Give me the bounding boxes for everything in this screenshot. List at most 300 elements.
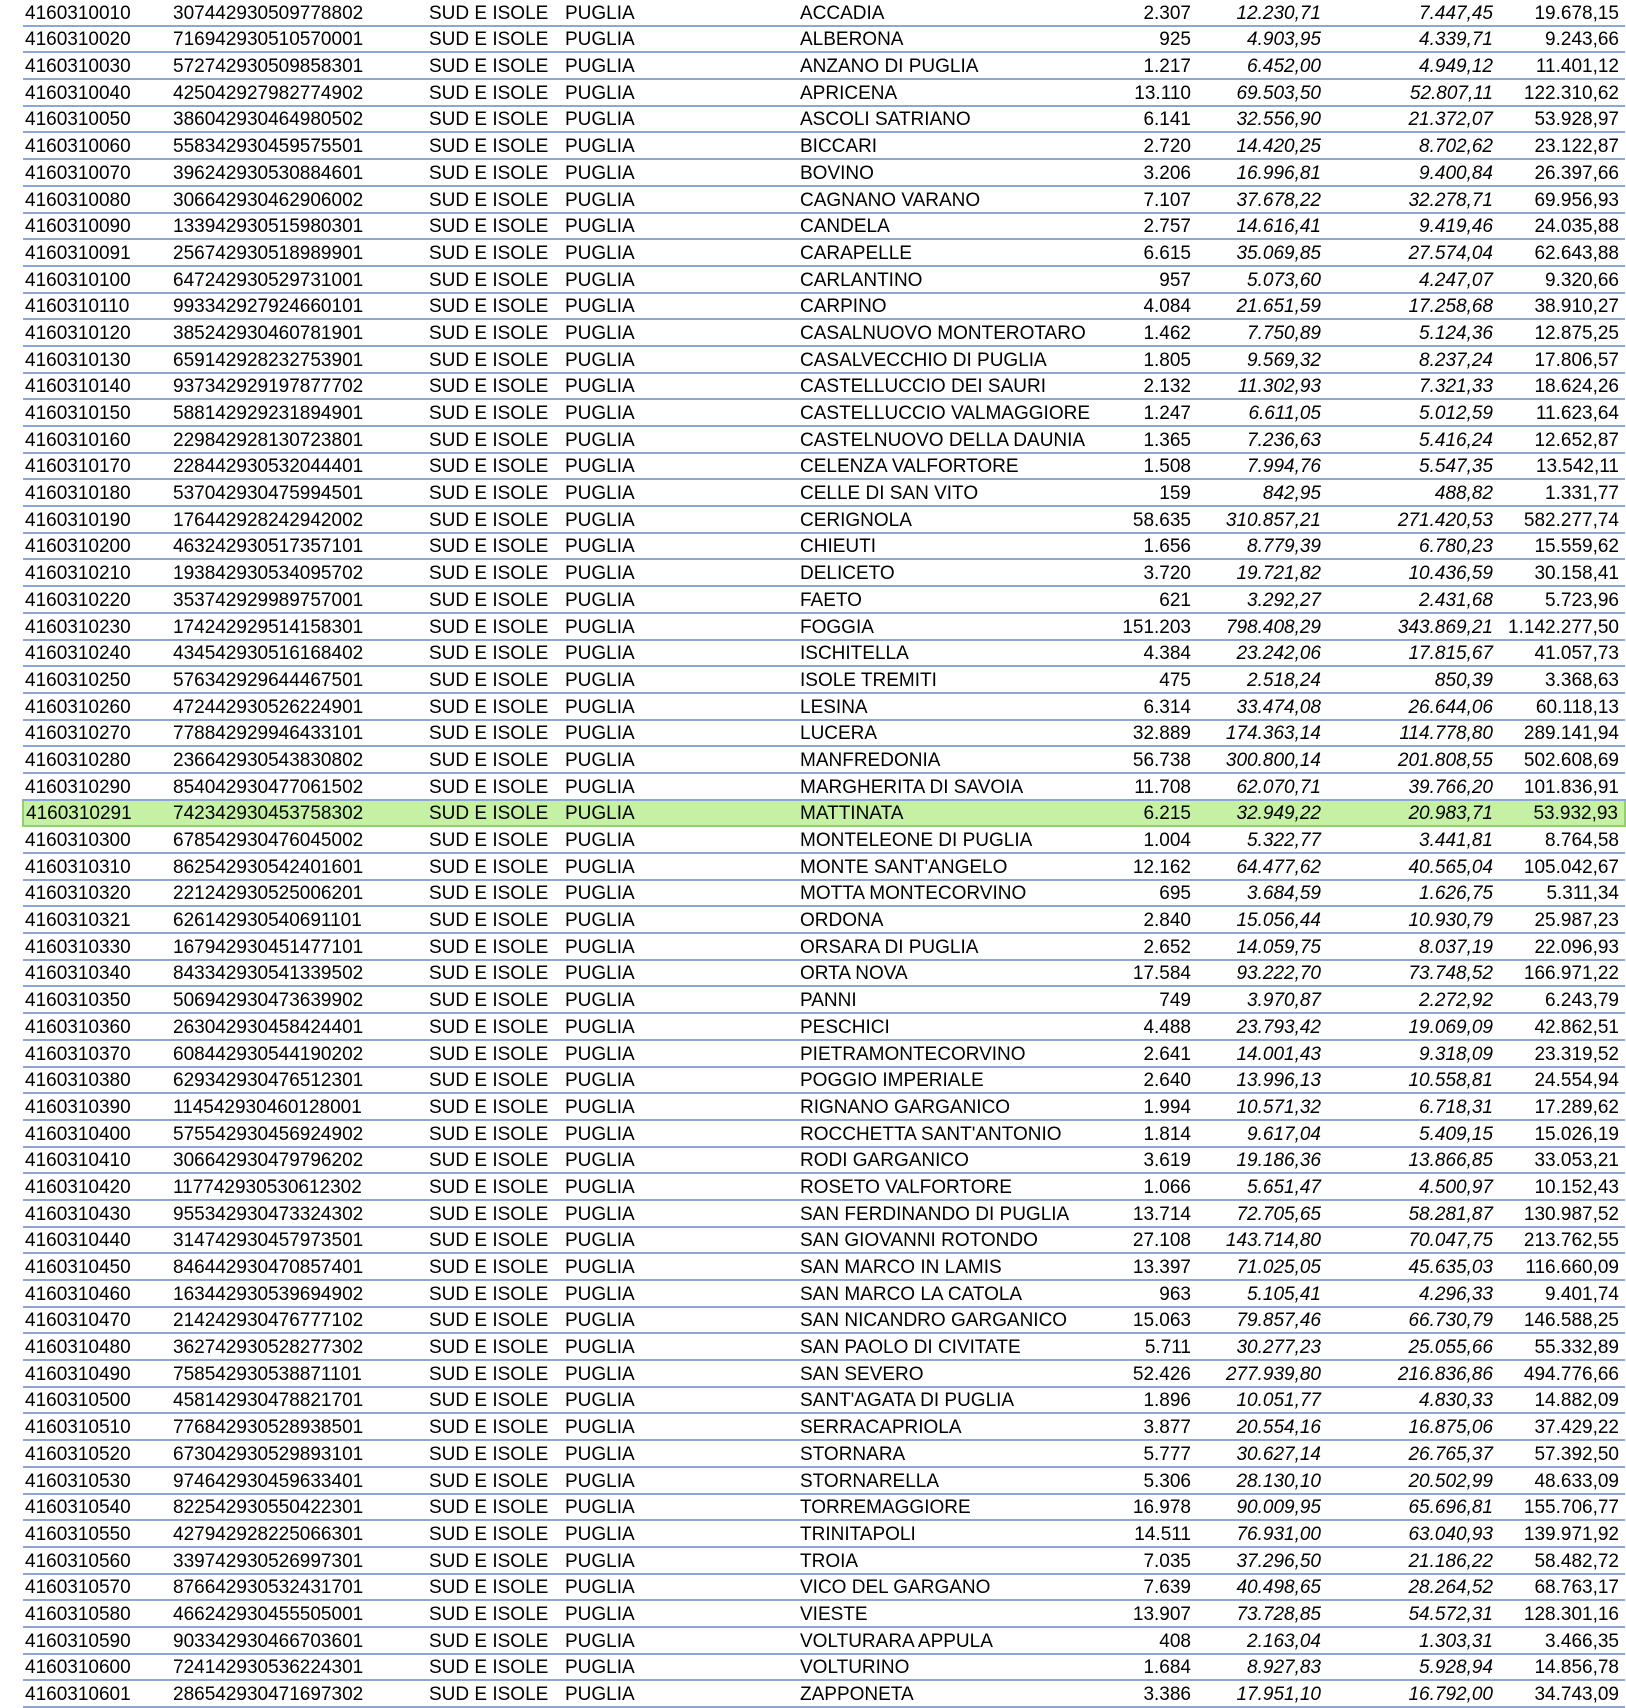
value-a-cell: 5.322,77	[1197, 826, 1327, 853]
population-cell: 1.896	[1060, 1387, 1197, 1414]
id-cell: 659142928232753901	[171, 346, 427, 373]
region-cell: PUGLIA	[563, 293, 798, 320]
code-cell: 4160310550	[23, 1520, 171, 1547]
table-row	[23, 1574, 1625, 1601]
value-a-cell: 7.236,63	[1197, 426, 1327, 453]
population-cell: 14.511	[1060, 1520, 1197, 1547]
region-cell: PUGLIA	[563, 1360, 798, 1387]
population-cell: 151.203	[1060, 613, 1197, 640]
table-row	[23, 1307, 1625, 1334]
value-a-cell: 12.230,71	[1197, 0, 1327, 26]
region-cell: PUGLIA	[563, 186, 798, 213]
region-cell: PUGLIA	[563, 1120, 798, 1147]
region-cell: PUGLIA	[563, 1200, 798, 1227]
id-cell: 263042930458424401	[171, 1013, 427, 1040]
table-row	[23, 1413, 1625, 1440]
population-cell: 13.110	[1060, 79, 1197, 106]
area-cell: SUD E ISOLE	[427, 1147, 563, 1174]
value-b-cell: 201.808,55	[1327, 746, 1499, 773]
value-a-cell: 19.186,36	[1197, 1147, 1327, 1174]
region-cell: PUGLIA	[563, 533, 798, 560]
comune-cell: APRICENA	[798, 79, 1060, 106]
code-cell: 4160310310	[23, 853, 171, 880]
table-row	[23, 1227, 1625, 1254]
code-cell: 4160310040	[23, 79, 171, 106]
region-cell: PUGLIA	[563, 1520, 798, 1547]
comune-cell: BOVINO	[798, 159, 1060, 186]
code-cell: 4160310240	[23, 640, 171, 667]
population-cell: 2.307	[1060, 0, 1197, 26]
value-b-cell: 9.419,46	[1327, 213, 1499, 240]
table-row	[23, 132, 1625, 159]
population-cell: 56.738	[1060, 746, 1197, 773]
area-cell: SUD E ISOLE	[427, 1093, 563, 1120]
table-row	[23, 426, 1625, 453]
code-cell: 4160310360	[23, 1013, 171, 1040]
comune-cell: STORNARA	[798, 1440, 1060, 1467]
value-a-cell: 90.009,95	[1197, 1494, 1327, 1521]
code-cell: 4160310120	[23, 319, 171, 346]
value-a-cell: 19.721,82	[1197, 559, 1327, 586]
value-a-cell: 35.069,85	[1197, 239, 1327, 266]
value-b-cell: 5.416,24	[1327, 426, 1499, 453]
population-cell: 1.004	[1060, 826, 1197, 853]
area-cell: SUD E ISOLE	[427, 1574, 563, 1601]
value-a-cell: 2.163,04	[1197, 1627, 1327, 1654]
value-b-cell: 1.303,31	[1327, 1627, 1499, 1654]
value-a-cell: 40.498,65	[1197, 1574, 1327, 1601]
code-cell: 4160310530	[23, 1467, 171, 1494]
value-a-cell: 174.363,14	[1197, 720, 1327, 747]
area-cell: SUD E ISOLE	[427, 1333, 563, 1360]
population-cell: 7.035	[1060, 1547, 1197, 1574]
area-cell: SUD E ISOLE	[427, 1200, 563, 1227]
code-cell: 4160310330	[23, 933, 171, 960]
comune-cell: ORSARA DI PUGLIA	[798, 933, 1060, 960]
id-cell: 396242930530884601	[171, 159, 427, 186]
comune-cell: TORREMAGGIORE	[798, 1494, 1060, 1521]
code-cell: 4160310390	[23, 1093, 171, 1120]
id-cell: 716942930510570001	[171, 26, 427, 53]
comune-cell: ISOLE TREMITI	[798, 666, 1060, 693]
comune-cell: DELICETO	[798, 559, 1060, 586]
id-cell: 506942930473639902	[171, 986, 427, 1013]
population-cell: 5.711	[1060, 1333, 1197, 1360]
value-b-cell: 8.702,62	[1327, 132, 1499, 159]
total-cell: 146.588,25	[1499, 1307, 1625, 1334]
table-row	[23, 1093, 1625, 1120]
population-cell: 16.978	[1060, 1494, 1197, 1521]
total-cell: 14.856,78	[1499, 1654, 1625, 1681]
id-cell: 306642930479796202	[171, 1147, 427, 1174]
area-cell: SUD E ISOLE	[427, 960, 563, 987]
code-cell: 4160310090	[23, 213, 171, 240]
area-cell: SUD E ISOLE	[427, 880, 563, 907]
table-row	[23, 399, 1625, 426]
value-a-cell: 62.070,71	[1197, 773, 1327, 800]
code-cell: 4160310260	[23, 693, 171, 720]
code-cell: 4160310030	[23, 52, 171, 79]
total-cell: 17.806,57	[1499, 346, 1625, 373]
comune-cell: CHIEUTI	[798, 533, 1060, 560]
area-cell: SUD E ISOLE	[427, 52, 563, 79]
area-cell: SUD E ISOLE	[427, 1440, 563, 1467]
value-a-cell: 93.222,70	[1197, 960, 1327, 987]
total-cell: 24.035,88	[1499, 213, 1625, 240]
region-cell: PUGLIA	[563, 1654, 798, 1681]
id-cell: 608442930544190202	[171, 1040, 427, 1067]
value-b-cell: 3.441,81	[1327, 826, 1499, 853]
total-cell: 155.706,77	[1499, 1494, 1625, 1521]
comune-cell: MOTTA MONTECORVINO	[798, 880, 1060, 907]
comune-cell: CASALVECCHIO DI PUGLIA	[798, 346, 1060, 373]
value-b-cell: 13.866,85	[1327, 1147, 1499, 1174]
table-row	[23, 319, 1625, 346]
area-cell: SUD E ISOLE	[427, 853, 563, 880]
code-cell: 4160310601	[23, 1680, 171, 1707]
code-cell: 4160310440	[23, 1227, 171, 1254]
area-cell: SUD E ISOLE	[427, 586, 563, 613]
value-a-cell: 5.105,41	[1197, 1280, 1327, 1307]
area-cell: SUD E ISOLE	[427, 986, 563, 1013]
value-a-cell: 14.001,43	[1197, 1040, 1327, 1067]
comune-cell: SANT'AGATA DI PUGLIA	[798, 1387, 1060, 1414]
region-cell: PUGLIA	[563, 1227, 798, 1254]
region-cell: PUGLIA	[563, 986, 798, 1013]
id-cell: 678542930476045002	[171, 826, 427, 853]
value-a-cell: 3.970,87	[1197, 986, 1327, 1013]
value-a-cell: 6.452,00	[1197, 52, 1327, 79]
table-body	[23, 0, 1625, 1707]
id-cell: 876642930532431701	[171, 1574, 427, 1601]
code-cell: 4160310570	[23, 1574, 171, 1601]
total-cell: 582.277,74	[1499, 506, 1625, 533]
comune-cell: CARLANTINO	[798, 266, 1060, 293]
region-cell: PUGLIA	[563, 453, 798, 480]
total-cell: 19.678,15	[1499, 0, 1625, 26]
comune-cell: MANFREDONIA	[798, 746, 1060, 773]
code-cell: 4160310350	[23, 986, 171, 1013]
code-cell: 4160310320	[23, 880, 171, 907]
total-cell: 122.310,62	[1499, 79, 1625, 106]
comune-cell: MONTELEONE DI PUGLIA	[798, 826, 1060, 853]
value-a-cell: 11.302,93	[1197, 373, 1327, 400]
comune-cell: CASALNUOVO MONTEROTARO	[798, 319, 1060, 346]
comune-cell: RODI GARGANICO	[798, 1147, 1060, 1174]
value-b-cell: 66.730,79	[1327, 1307, 1499, 1334]
code-cell: 4160310140	[23, 373, 171, 400]
region-cell: PUGLIA	[563, 266, 798, 293]
region-cell: PUGLIA	[563, 613, 798, 640]
code-cell: 4160310080	[23, 186, 171, 213]
comune-cell: SERRACAPRIOLA	[798, 1413, 1060, 1440]
population-cell: 1.805	[1060, 346, 1197, 373]
value-a-cell: 14.059,75	[1197, 933, 1327, 960]
area-cell: SUD E ISOLE	[427, 479, 563, 506]
code-cell: 4160310190	[23, 506, 171, 533]
comune-cell: LUCERA	[798, 720, 1060, 747]
code-cell: 4160310291	[23, 800, 171, 827]
code-cell: 4160310060	[23, 132, 171, 159]
region-cell: PUGLIA	[563, 506, 798, 533]
comune-cell: STORNARELLA	[798, 1467, 1060, 1494]
region-cell: PUGLIA	[563, 1307, 798, 1334]
value-b-cell: 52.807,11	[1327, 79, 1499, 106]
table-row	[23, 239, 1625, 266]
population-cell: 957	[1060, 266, 1197, 293]
value-b-cell: 5.124,36	[1327, 319, 1499, 346]
value-a-cell: 7.750,89	[1197, 319, 1327, 346]
value-a-cell: 13.996,13	[1197, 1067, 1327, 1094]
total-cell: 24.554,94	[1499, 1067, 1625, 1094]
value-b-cell: 2.272,92	[1327, 986, 1499, 1013]
total-cell: 101.836,91	[1499, 773, 1625, 800]
area-cell: SUD E ISOLE	[427, 613, 563, 640]
value-a-cell: 5.651,47	[1197, 1173, 1327, 1200]
value-a-cell: 16.996,81	[1197, 159, 1327, 186]
area-cell: SUD E ISOLE	[427, 239, 563, 266]
comune-cell: ANZANO DI PUGLIA	[798, 52, 1060, 79]
table-row	[23, 373, 1625, 400]
value-a-cell: 23.242,06	[1197, 640, 1327, 667]
comune-cell: ROSETO VALFORTORE	[798, 1173, 1060, 1200]
comune-cell: PIETRAMONTECORVINO	[798, 1040, 1060, 1067]
id-cell: 846442930470857401	[171, 1253, 427, 1280]
id-cell: 822542930550422301	[171, 1494, 427, 1521]
total-cell: 42.862,51	[1499, 1013, 1625, 1040]
id-cell: 463242930517357101	[171, 533, 427, 560]
area-cell: SUD E ISOLE	[427, 1120, 563, 1147]
total-cell: 30.158,41	[1499, 559, 1625, 586]
value-b-cell: 26.644,06	[1327, 693, 1499, 720]
area-cell: SUD E ISOLE	[427, 720, 563, 747]
total-cell: 23.319,52	[1499, 1040, 1625, 1067]
total-cell: 3.368,63	[1499, 666, 1625, 693]
comune-cell: VOLTURARA APPULA	[798, 1627, 1060, 1654]
total-cell: 18.624,26	[1499, 373, 1625, 400]
code-cell: 4160310280	[23, 746, 171, 773]
id-cell: 854042930477061502	[171, 773, 427, 800]
table-row	[23, 853, 1625, 880]
population-cell: 1.066	[1060, 1173, 1197, 1200]
value-b-cell: 21.186,22	[1327, 1547, 1499, 1574]
comune-cell: MATTINATA	[798, 800, 1060, 827]
total-cell: 502.608,69	[1499, 746, 1625, 773]
region-cell: PUGLIA	[563, 773, 798, 800]
comune-cell: SAN FERDINANDO DI PUGLIA	[798, 1200, 1060, 1227]
value-b-cell: 6.780,23	[1327, 533, 1499, 560]
table-row	[23, 293, 1625, 320]
area-cell: SUD E ISOLE	[427, 319, 563, 346]
table-row	[23, 1120, 1625, 1147]
area-cell: SUD E ISOLE	[427, 26, 563, 53]
id-cell: 286542930471697302	[171, 1680, 427, 1707]
region-cell: PUGLIA	[563, 1467, 798, 1494]
comune-cell: POGGIO IMPERIALE	[798, 1067, 1060, 1094]
value-b-cell: 28.264,52	[1327, 1574, 1499, 1601]
comune-cell: MARGHERITA DI SAVOIA	[798, 773, 1060, 800]
region-cell: PUGLIA	[563, 800, 798, 827]
code-cell: 4160310050	[23, 106, 171, 133]
population-cell: 4.488	[1060, 1013, 1197, 1040]
population-cell: 1.684	[1060, 1654, 1197, 1681]
id-cell: 993342927924660101	[171, 293, 427, 320]
value-b-cell: 9.400,84	[1327, 159, 1499, 186]
region-cell: PUGLIA	[563, 1387, 798, 1414]
table-row	[23, 1147, 1625, 1174]
code-cell: 4160310100	[23, 266, 171, 293]
id-cell: 385242930460781901	[171, 319, 427, 346]
code-cell: 4160310091	[23, 239, 171, 266]
area-cell: SUD E ISOLE	[427, 373, 563, 400]
region-cell: PUGLIA	[563, 1440, 798, 1467]
total-cell: 1.331,77	[1499, 479, 1625, 506]
area-cell: SUD E ISOLE	[427, 506, 563, 533]
value-b-cell: 5.928,94	[1327, 1654, 1499, 1681]
comune-cell: FAETO	[798, 586, 1060, 613]
total-cell: 5.311,34	[1499, 880, 1625, 907]
value-a-cell: 33.474,08	[1197, 693, 1327, 720]
value-b-cell: 216.836,86	[1327, 1360, 1499, 1387]
region-cell: PUGLIA	[563, 1253, 798, 1280]
total-cell: 9.243,66	[1499, 26, 1625, 53]
comune-cell: ROCCHETTA SANT'ANTONIO	[798, 1120, 1060, 1147]
code-cell: 4160310070	[23, 159, 171, 186]
population-cell: 13.907	[1060, 1600, 1197, 1627]
id-cell: 673042930529893101	[171, 1440, 427, 1467]
code-cell: 4160310180	[23, 479, 171, 506]
code-cell: 4160310380	[23, 1067, 171, 1094]
table-row	[23, 159, 1625, 186]
code-cell: 4160310230	[23, 613, 171, 640]
code-cell: 4160310420	[23, 1173, 171, 1200]
population-cell: 3.206	[1060, 159, 1197, 186]
area-cell: SUD E ISOLE	[427, 1600, 563, 1627]
id-cell: 572742930509858301	[171, 52, 427, 79]
population-cell: 12.162	[1060, 853, 1197, 880]
region-cell: PUGLIA	[563, 0, 798, 26]
value-b-cell: 7.447,45	[1327, 0, 1499, 26]
code-cell: 4160310250	[23, 666, 171, 693]
table-row	[23, 506, 1625, 533]
value-b-cell: 114.778,80	[1327, 720, 1499, 747]
total-cell: 15.026,19	[1499, 1120, 1625, 1147]
value-b-cell: 17.815,67	[1327, 640, 1499, 667]
area-cell: SUD E ISOLE	[427, 826, 563, 853]
code-cell: 4160310370	[23, 1040, 171, 1067]
population-cell: 32.889	[1060, 720, 1197, 747]
table-row	[23, 479, 1625, 506]
table-row	[23, 1547, 1625, 1574]
region-cell: PUGLIA	[563, 853, 798, 880]
value-a-cell: 143.714,80	[1197, 1227, 1327, 1254]
area-cell: SUD E ISOLE	[427, 1360, 563, 1387]
comune-cell: CANDELA	[798, 213, 1060, 240]
id-cell: 193842930534095702	[171, 559, 427, 586]
value-b-cell: 4.500,97	[1327, 1173, 1499, 1200]
total-cell: 105.042,67	[1499, 853, 1625, 880]
population-cell: 621	[1060, 586, 1197, 613]
comune-cell: ORTA NOVA	[798, 960, 1060, 987]
code-cell: 4160310150	[23, 399, 171, 426]
total-cell: 116.660,09	[1499, 1253, 1625, 1280]
region-cell: PUGLIA	[563, 399, 798, 426]
value-b-cell: 20.502,99	[1327, 1467, 1499, 1494]
table-row	[23, 1040, 1625, 1067]
comune-cell: CARAPELLE	[798, 239, 1060, 266]
value-a-cell: 30.277,23	[1197, 1333, 1327, 1360]
value-a-cell: 3.684,59	[1197, 880, 1327, 907]
population-cell: 5.306	[1060, 1467, 1197, 1494]
table-row	[23, 773, 1625, 800]
area-cell: SUD E ISOLE	[427, 1494, 563, 1521]
table-row	[23, 586, 1625, 613]
code-cell: 4160310600	[23, 1654, 171, 1681]
area-cell: SUD E ISOLE	[427, 1013, 563, 1040]
total-cell: 38.910,27	[1499, 293, 1625, 320]
population-cell: 6.141	[1060, 106, 1197, 133]
region-cell: PUGLIA	[563, 26, 798, 53]
population-cell: 4.084	[1060, 293, 1197, 320]
population-cell: 52.426	[1060, 1360, 1197, 1387]
comune-cell: SAN GIOVANNI ROTONDO	[798, 1227, 1060, 1254]
table-row	[23, 186, 1625, 213]
value-b-cell: 16.792,00	[1327, 1680, 1499, 1707]
area-cell: SUD E ISOLE	[427, 559, 563, 586]
region-cell: PUGLIA	[563, 1627, 798, 1654]
total-cell: 12.652,87	[1499, 426, 1625, 453]
table-row	[23, 533, 1625, 560]
value-a-cell: 15.056,44	[1197, 906, 1327, 933]
population-cell: 159	[1060, 479, 1197, 506]
total-cell: 68.763,17	[1499, 1574, 1625, 1601]
value-b-cell: 19.069,09	[1327, 1013, 1499, 1040]
value-a-cell: 9.569,32	[1197, 346, 1327, 373]
area-cell: SUD E ISOLE	[427, 399, 563, 426]
region-cell: PUGLIA	[563, 373, 798, 400]
region-cell: PUGLIA	[563, 1173, 798, 1200]
area-cell: SUD E ISOLE	[427, 533, 563, 560]
table-row	[23, 1600, 1625, 1627]
table-row	[23, 960, 1625, 987]
value-a-cell: 9.617,04	[1197, 1120, 1327, 1147]
table-row	[23, 453, 1625, 480]
value-b-cell: 58.281,87	[1327, 1200, 1499, 1227]
id-cell: 256742930518989901	[171, 239, 427, 266]
population-cell: 58.635	[1060, 506, 1197, 533]
value-a-cell: 842,95	[1197, 479, 1327, 506]
value-b-cell: 20.983,71	[1327, 800, 1499, 827]
id-cell: 228442930532044401	[171, 453, 427, 480]
id-cell: 742342930453758302	[171, 800, 427, 827]
total-cell: 69.956,93	[1499, 186, 1625, 213]
comune-cell: ASCOLI SATRIANO	[798, 106, 1060, 133]
value-b-cell: 73.748,52	[1327, 960, 1499, 987]
table-row	[23, 1360, 1625, 1387]
id-cell: 353742929989757001	[171, 586, 427, 613]
total-cell: 166.971,22	[1499, 960, 1625, 987]
total-cell: 9.401,74	[1499, 1280, 1625, 1307]
table-row	[23, 1253, 1625, 1280]
population-cell: 6.314	[1060, 693, 1197, 720]
value-a-cell: 277.939,80	[1197, 1360, 1327, 1387]
total-cell: 15.559,62	[1499, 533, 1625, 560]
region-cell: PUGLIA	[563, 640, 798, 667]
code-cell: 4160310210	[23, 559, 171, 586]
region-cell: PUGLIA	[563, 346, 798, 373]
total-cell: 9.320,66	[1499, 266, 1625, 293]
region-cell: PUGLIA	[563, 319, 798, 346]
